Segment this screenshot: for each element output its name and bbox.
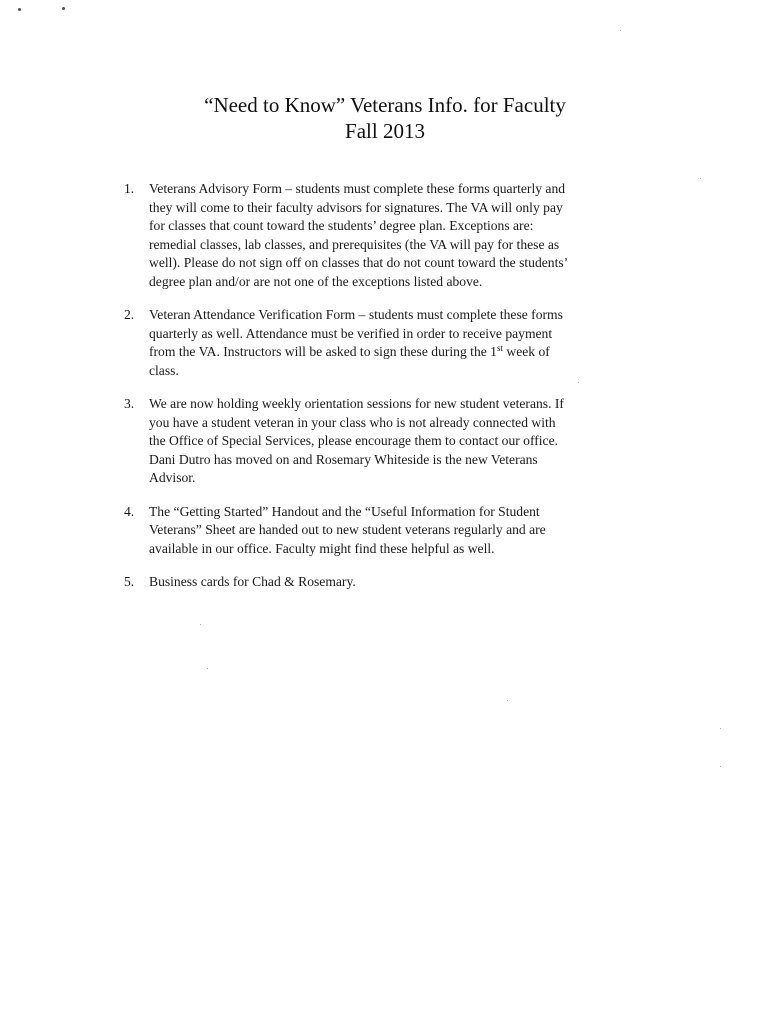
scan-speck — [700, 178, 701, 179]
item-number: 2. — [124, 307, 135, 322]
scan-speck — [207, 668, 208, 669]
list-item — [124, 573, 654, 592]
scan-speck — [200, 624, 201, 625]
scan-speck — [720, 728, 721, 729]
document-subtitle: Fall 2013 — [345, 119, 425, 143]
item-text-line: quarterly as well. Attendance must be verified in order to receive payment — [149, 325, 553, 341]
item-text-line: Business cards for Chad & Rosemary. — [149, 574, 356, 589]
item-text-line: Veterans Advisory Form – students must complete these forms quarterly and — [149, 181, 566, 196]
list-item — [124, 503, 654, 559]
item-text-line: they will come to their faculty advisors for signatures. The VA will only pay — [149, 199, 563, 215]
list-item — [124, 180, 654, 291]
item-text-line: The “Getting Started” Handout and the “Useful Information for Student — [149, 503, 540, 519]
scan-speck — [18, 8, 21, 11]
scan-speck — [620, 30, 621, 31]
item-text-line: Veteran Attendance Verification Form – students must complete these forms — [149, 307, 563, 322]
list-item — [124, 395, 654, 488]
item-text-line: Dani Dutro has moved on and Rosemary Whiteside is the new Veterans — [149, 451, 538, 467]
info-list — [124, 180, 654, 592]
item-text-line: Advisor. — [149, 470, 196, 485]
scan-speck — [578, 382, 579, 383]
item-text-fragment: from the VA. Instructors will be asked to sign these during the 1 — [149, 344, 497, 359]
item-text-line: the Office of Special Services, please encourage them to contact our office. — [149, 433, 559, 448]
item-text-line: you have a student veteran in your class who is not already connected with — [149, 414, 556, 430]
item-number: 3. — [124, 396, 135, 411]
item-text-line: for classes that count toward the students’ degree plan. Exceptions are: — [149, 218, 534, 233]
item-number: 1. — [124, 181, 135, 196]
item-text-line: well). Please do not sign off on classes that do not count toward the students’ — [149, 255, 569, 270]
item-text-line: remedial classes, lab classes, and prerequisites (the VA will pay for these as — [149, 236, 560, 252]
item-text-fragment: week of — [503, 344, 550, 359]
scan-speck — [507, 700, 508, 701]
item-text-line: class. — [149, 362, 179, 378]
item-text-line — [149, 343, 654, 362]
ordinal-superscript: st — [496, 343, 503, 353]
list-item — [124, 306, 654, 380]
item-text-line: available in our office. Faculty might find these helpful as well. — [149, 540, 495, 556]
item-text-line: We are now holding weekly orientation sessions for new student veterans. If — [149, 396, 564, 411]
item-text-line: degree plan and/or are not one of the exceptions listed above. — [149, 273, 483, 289]
item-number: 5. — [124, 574, 135, 589]
document-title: “Need to Know” Veterans Info. for Faculty — [204, 93, 566, 117]
scan-speck — [720, 766, 721, 767]
item-text-line: Veterans” Sheet are handed out to new student veterans regularly and are — [149, 522, 546, 537]
item-number: 4. — [124, 503, 135, 519]
scan-speck — [62, 7, 65, 10]
